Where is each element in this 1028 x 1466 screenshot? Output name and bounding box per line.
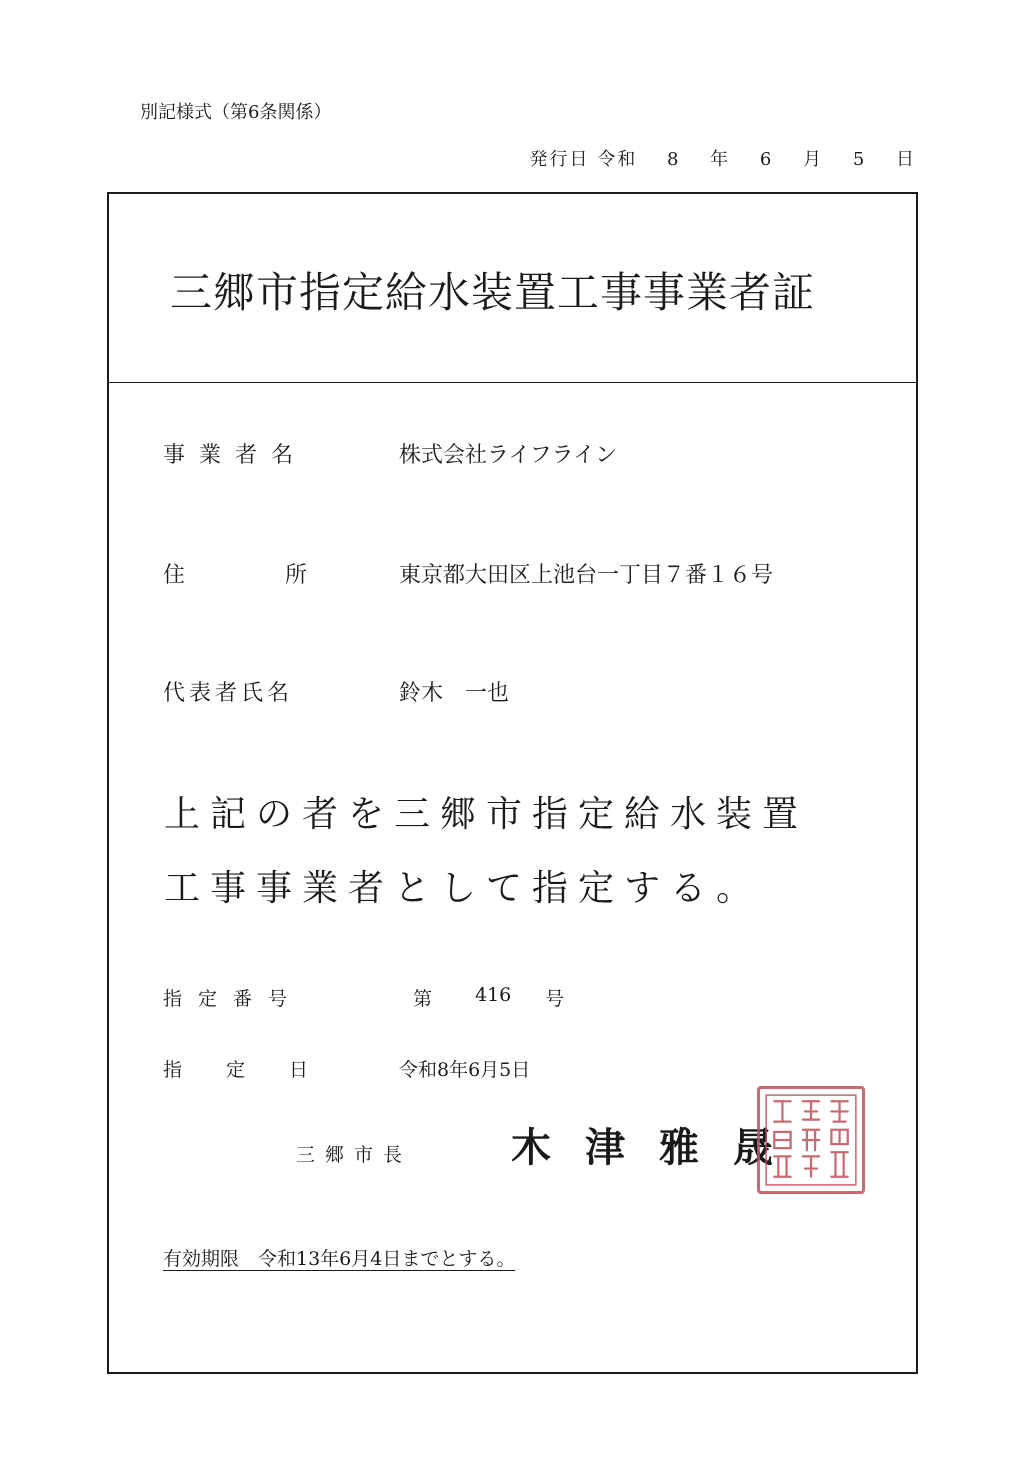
issue-date-year-unit: 年 (710, 149, 731, 170)
issue-date-year: 8 (666, 149, 681, 170)
official-seal-icon (757, 1086, 865, 1194)
address-value: 東京都大田区上池台一丁目７番１６号 (399, 563, 774, 588)
certificate-title: 三郷市指定給水装置工事事業者証 (170, 268, 816, 317)
business-name-value: 株式会社ライフライン (399, 443, 618, 468)
issue-date-era: 令和 (597, 149, 638, 170)
issue-date-month-unit: 月 (803, 149, 824, 170)
registration-number-value: 416 (475, 984, 512, 1006)
registration-date-label: 指定日 (163, 1059, 353, 1081)
issue-date-month: 6 (759, 149, 774, 170)
representative-label: 代表者氏名 (163, 681, 294, 706)
registration-date-value: 令和8年6月5日 (399, 1059, 531, 1081)
statement-line-2: 工事事業者として指定する。 (164, 868, 763, 909)
certificate-frame (107, 192, 918, 1374)
issue-date (530, 145, 917, 171)
form-label: 別記様式（第6条関係） (140, 102, 332, 123)
registration-number-suffix: 号 (545, 988, 565, 1010)
issue-date-day: 5 (852, 149, 867, 170)
mayor-title: 三郷市長 (296, 1144, 413, 1166)
mayor-name: 木津雅晟 (511, 1124, 807, 1171)
registration-number-label: 指定番号 (163, 988, 304, 1010)
registration-number-prefix: 第 (413, 988, 433, 1010)
statement-line-1: 上記の者を三郷市指定給水装置 (164, 794, 809, 835)
validity-period: 有効期限 令和13年6月4日までとする。 (163, 1248, 516, 1270)
address-label: 住所 (163, 563, 408, 588)
representative-value: 鈴木 一也 (399, 681, 510, 706)
title-divider (109, 382, 916, 383)
issue-date-day-unit: 日 (896, 149, 916, 170)
business-name-label: 事業者名 (163, 443, 308, 468)
issue-date-label: 発行日 (529, 149, 590, 170)
